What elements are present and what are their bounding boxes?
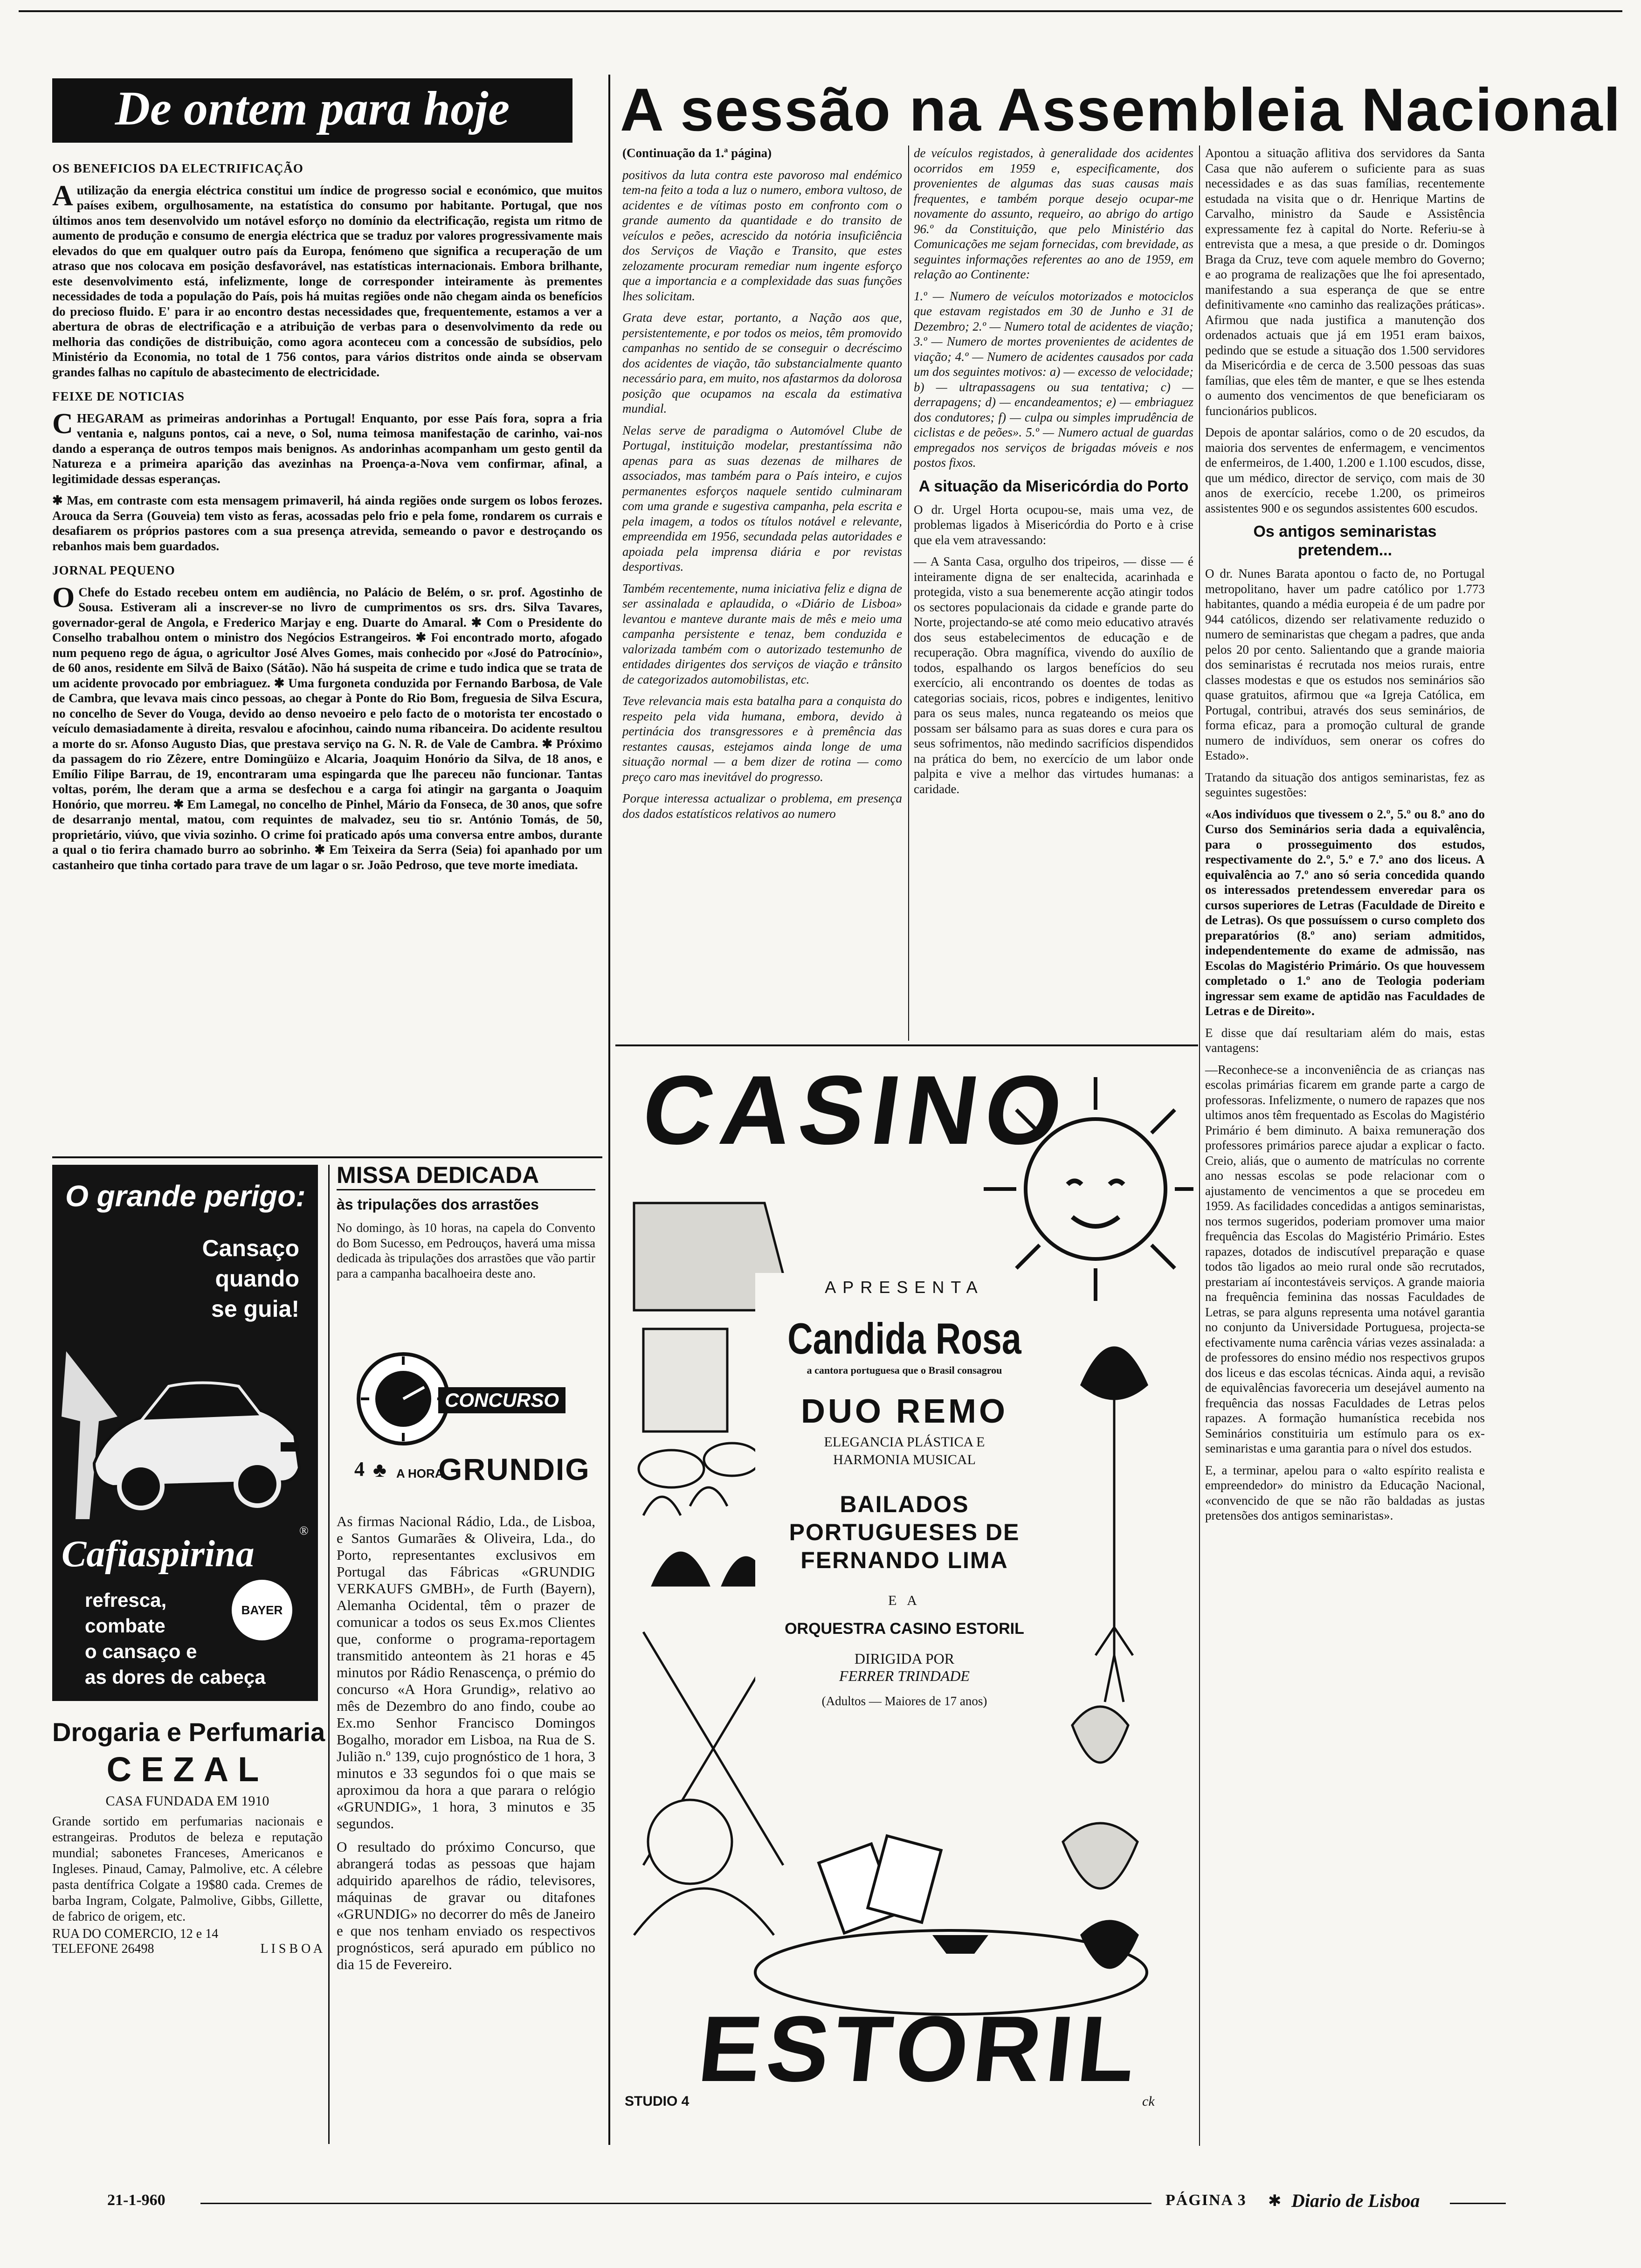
ad-line-quando: quando xyxy=(215,1265,299,1292)
assembleia-c3-p6: E disse que daí resultariam além do mais, estas vantagens: xyxy=(1205,1025,1485,1055)
grundig-article xyxy=(337,1513,595,1979)
footer-rule-left xyxy=(200,2203,1151,2204)
assembleia-c2-p2: 1.º — Numero de veículos motorizados e motociclos que estavam registados em 30 de Junho e 31 de Dezembro; 2.º — Numero total de acidentes de viação; 3.º — Numero de mortes provenientes de acidentes de viação; 4.º — Numero de acidentes causados por cada um dos seguintes motivos: a) — excesso de velocidade; b) — ultrapassagens ou sua tentativa; c) — derrapagens; d) — encandeamentos; e) — embriaguez dos condutores; f) — culpa ou simples imprudência de ciclistas e de peões». 5.º — Numero actual de guardas empregados nos serviços de brigadas móveis e nos postos fixos. xyxy=(914,289,1193,470)
maestro-name: FERRER TRINDADE xyxy=(839,1667,970,1684)
casino-title: CASINO xyxy=(635,1055,1077,1165)
playing-card-icon xyxy=(819,1836,941,1933)
headline: A sessão na Assembleia Nacional xyxy=(620,76,1621,144)
footer-star-icon: ✱ xyxy=(1268,2192,1282,2210)
article-andorinhas: CHEGARAM as primeiras andorinhas a Portugal! Enquanto, por esse País fora, sopra a fria ventania e, nalguns pontos, cai a neve, o Sol, numa teimosa manifestação de carinho, vai-nos dando a esperança de outros tempos mais benignos. As andorinhas acompanham um gesto gentil da Natureza e a primeira aparição das avezinhas na Proença-a-Nova vem confirmar, afinal, a legitimidade dessas esperanças. xyxy=(52,408,602,486)
e-a-label: E A xyxy=(888,1593,921,1608)
concurso-label: CONCURSO xyxy=(438,1387,565,1413)
missa-title: MISSA DEDICADA xyxy=(337,1162,539,1188)
ad-tag-refresca: refresca, xyxy=(85,1589,167,1611)
bayer-label: BAYER xyxy=(241,1603,283,1617)
assembleia-c3-p2: Depois de apontar salários, como o de 20 escudos, da maioria dos serventes de enfermagem, e vencimentos de enfermeiros, de 1.400, 1.200 e 1.100 escudos, disse, que um médico, director de serviço, com mais de 30 anos de exercício, recebe 1.200, os primeiros assistentes 900 e os segundos assistentes 600 escudos. xyxy=(1205,425,1485,515)
assembleia-column-1 xyxy=(622,145,902,828)
boat-icon xyxy=(932,1935,988,1954)
footer-page: PÁGINA 3 xyxy=(1165,2192,1247,2209)
assembleia-column-2 xyxy=(914,145,1193,803)
drogaria-phone: TELEFONE 26498 xyxy=(52,1942,154,1956)
drogaria-name: CEZAL xyxy=(106,1750,269,1789)
footer xyxy=(107,2192,1599,2220)
drogaria-ad xyxy=(52,1716,323,1957)
section-title-feixe: FEIXE DE NOTICIAS xyxy=(52,389,185,403)
apresenta-label: APRESENTA xyxy=(825,1278,984,1297)
star-name: Candida Rosa xyxy=(787,1314,1021,1363)
age-restriction: (Adultos — Maiores de 17 anos) xyxy=(821,1694,987,1708)
article-jornal-pequeno: OChefe do Estado recebeu ontem em audiência, no Palácio de Belém, o sr. prof. Agostinho de Sousa. Estiveram ali a inscrever-se no livro de cumprimentos os srs. drs. Silva Tavares, governador-geral de Angola, e Frederico Marjay e eng. Duarte do Amaral. ✱ Com o Presidente do Conselho trabalhou ontem o ministro dos Negócios Estrangeiros. ✱ Foi encontrado morto, afogado num pequeno rego de água, o agricultor José Alves Gomes, mais conhecido por «José do Patrocínio», de 60 anos, residente em Silvã de Baixo (Sátão). Não há suspeita de crime e tudo indica que se trata de um acidente provocado por embriaguez. ✱ Uma furgoneta conduzida por Fernando Barbosa, de Vale de Cambra, que levava mais cinco pessoas, ao chegar à Ponte do Rio Bom, freguesia de Silva Escura, no concelho de Sever do Vouga, devido ao denso nevoeiro e pelo facto de o motorista ter encostado o veículo demasiadamente à direita, resvalou e afocinhou, caindo numa ribanceira. Do acidente resultou a morte do sr. Afonso Augusto Dias, que prestava serviço na G. N. R. de Vale de Cambra. ✱ Próximo da passagem do rio Zêzere, entre Domingüizo e Alcaria, Joaquim Honório da Silva, de 18 anos, e Emílio Filipe Barrau, de 19, encontraram uma espingarda que lhe pareceu não funcionar. Tantas voltas, porém, lhe deram que a arma se desfechou e a carga foi atingir na garganta o Joaquim Honório, que morreu. ✱ Em Lamegal, no concelho de Pinhel, Mário da Fonseca, de 30 anos, que sofre de desarranjo mental, matou, com requintes de malvadez, seu tio sr. António Tomás, de 50, proprietário, viúvo, que vivia sozinho. O crime foi praticado após uma conversa entre ambos, durante a qual o tio ferira chamado burro ao sobrinho. ✱ Em Teixeira da Serra (Seia) foi apanhado por um castanheiro que tinha cortado para trave de um lagar o sr. João Pedroso, que teve morte imediata. xyxy=(52,581,602,872)
duo-subtitle: ELEGANCIA PLÁSTICA E HARMONIA MUSICAL xyxy=(824,1434,985,1467)
assembleia-c1-p5: Teve relevancia mais esta batalha para a conquista do respeito pela vida humana, embora, devido à pertinácia dos transgressores e à premência das restantes causas, estejamos ainda longe de uma situação normal — a bem dizer de rotina — como preço caro mas inevitável do progresso. xyxy=(622,694,902,784)
grundig-p1: As firmas Nacional Rádio, Lda., de Lisboa, e Santos Gumarães & Oliveira, Lda., do Porto, representantes exclusivos em Portugal das Fábricas «GRUNDIG VERKAUFS GMBH», de Furth (Bayern), Alemanha Ocidental, têm o prazer de comunicar a todos os seus Ex.mos Clientes que, conforme o programa-reportagem transmitido anteontem às 21 horas e 45 minutos por Rádio Renascença, o prémio do concurso «A Hora Grundig», relativo ao mês de Dezembro do ano findo, coube ao Ex.mo Senhor Francisco Domingos Bogalho, morador em Lisboa, na Rua de S. Julião n.º 139, cujo prognóstico de 1 hora, 3 minutos e 33 segundos foi o que mais se aproximou da hora a que parara o relógio «GRUNDIG», 1 hora, 3 minutos e 35 segundos. xyxy=(337,1513,595,1832)
dancers-illustration xyxy=(1063,1348,1147,1968)
footer-paper-name: Diario de Lisboa xyxy=(1291,2190,1420,2211)
section-banner: De ontem para hoje xyxy=(52,78,572,143)
footer-rule-right xyxy=(1450,2203,1506,2204)
main-vertical-divider xyxy=(608,75,610,2145)
ad-tag-cansaco: o cansaço e xyxy=(85,1640,197,1662)
clock-icon xyxy=(354,1350,452,1448)
casino-poster xyxy=(755,1273,1054,1714)
missa-article xyxy=(337,1161,595,1287)
shamrock-icon: ♣ xyxy=(373,1459,386,1481)
clock-number: 4 xyxy=(354,1458,365,1480)
drogaria-body: Grande sortido em perfumarias nacionais e estrangeiras. Produtos de beleza e reputação mundial; sabonetes Franceses, Americanos e Ingleses. Pinaud, Camay, Palmolive, etc. A célebre pasta dentífrica Colgate a 19$80 cada. Cremes de barba Ingram, Colgate, Palmolive, Gibbs, Gillette, de fabrico de origem, etc. xyxy=(52,1814,323,1924)
left-inner-divider xyxy=(328,1165,330,2144)
missa-subtitle: às tripulações dos arrastões xyxy=(337,1196,539,1213)
ad-tag-dores: as dores de cabeça xyxy=(85,1666,266,1688)
assembleia-c3-p1: Apontou a situação aflitiva dos servidores da Santa Casa que não auferem o suficiente para as suas necessidades e as das suas famílias, recentemente estudada na visita que o dr. Henrique Martins de Carvalho, ministro da Saude e Assistência expressamente fez à capital do Norte. Referiu-se à entrevista que a mesa, a que preside o dr. Domingos Braga da Cruz, teve com aquele membro do Governo; e ao programa de realizações que lhe foi apresentado, manifestando a sua esperança de que se entre definitivamente «no caminho das realizações práticas». Afirmou que nada justifica a manutenção dos ordenados actuais que já em 1951 eram baixos, pedindo que se estude a situação dos 1.500 servidores da Misericórdia e de cerca de 3.500 pessoas das suas famílias, que eles têm de manter, e que se lhes estenda o aumento dos vencimentos de que beneficiaram os funcionários publicos. xyxy=(1205,146,1485,418)
section-title-electrificacao: OS BENEFICIOS DA ELECTRIFICAÇÃO xyxy=(52,161,303,175)
dirigida-label: DIRIGIDA POR xyxy=(854,1650,955,1667)
duo-name: DUO REMO xyxy=(801,1393,1008,1430)
assembleia-c3-p7: —Reconhece-se a inconveniência de as crianças nas escolas primárias ficarem em grande parte a cargo de professoras. Infelizmente, o numero de rapazes que nos ultimos anos têm frequentado as Escolas do Magistério Primário é bem diminuto. A baixa remuneração dos professores primários parece ajudar a explicar o facto. Creio, aliás, que o aumento de matrículas no corrente ano nessas escolas se pode relacionar com o ajustamento de vencimentos a que se procedeu em 1959. As facilidades concedidas a antigos seminaristas, nos termos sugeridos, poderiam promover uma maior frequência das Escolas do Magistério Primário. Estes rapazes, dotados de indiscutível preparação e quase todos tão ligados ao meio rural onde são recrutados, prestariam aí incontestáveis serviços. A grande maioria na frequência feminina das nossas Faculdades de Letras, se para alguns representa uma notável garantia no conjunto da Universidade Portuguesa, projecta-se efectivamente numa carência várias vezes assinalada: a de professores do ensino médio nos respectivos grupos dos liceus e das escolas técnicas. Ainda aqui, a revisão de equivalências favoreceria um desejável aumento na frequência das nossas Faculdades de Letras pelos rapazes. A formação humanística recebida nos Seminários constituiria um estímulo para os ex-seminaristas e uma garantia para o nível dos estudos. xyxy=(1205,1062,1485,1455)
col-divider-2 xyxy=(1199,145,1200,2146)
ad-tag-combate: combate xyxy=(85,1615,165,1637)
article-lobos: ✱ Mas, em contraste com esta mensagem primaveril, há ainda regiões onde surgem os lobos ferozes. Arouca da Serra (Gouveia) tem visto as feras, acossadas pelo frio e pela fome, rondarem os currais e desafiarem os próprios pastores com a sua presença atrevida, semeando o pavor e destroçando os rebanhos mais bem guardados. xyxy=(52,493,602,553)
star-subtitle: a cantora portuguesa que o Brasil consagrou xyxy=(807,1364,1002,1376)
misericordia-subhead: A situação da Misericórdia do Porto xyxy=(918,477,1189,495)
ad-line-seguia: se guia! xyxy=(211,1296,299,1322)
orquestra: ORQUESTRA CASINO ESTORIL xyxy=(785,1620,1024,1638)
left-divider xyxy=(52,1156,602,1158)
drogaria-founded: CASA FUNDADA EM 1910 xyxy=(105,1793,269,1809)
cafiaspirina-ad xyxy=(52,1165,318,1701)
casino-estoril-ad xyxy=(615,1049,1196,2117)
top-rule xyxy=(19,10,1622,12)
assembleia-c3-p3: O dr. Nunes Barata apontou o facto de, no Portugal metropolitano, haver um padre católico por 1.773 habitantes, quando a média europeia é de um padre por 944 católicos, dizendo ser relativamente reduzido o numero de seminaristas que chegam a padres, que anda pelos 20 por cento. Salientando que a grande maioria dos seminaristas é recrutada nos meios rurais, entre classes modestas e que os estudos nos seminários são quase gratuitos, afirmou que «a Igreja Católica, em Portugal, contribui, através dos seus seminários, de forma eficaz, para a promoção cultural de grande numero de indivíduos, sem onerar os cofres do Estado». xyxy=(1205,567,1485,762)
a-hora-label: A HORA xyxy=(396,1466,444,1480)
ad-headline: O grande perigo: xyxy=(65,1179,306,1213)
assembleia-c3-p8: E, a terminar, apelou para o «alto espírito realista e empreendedor» do ministro da Educação Nacional, «convencido de que se não rão baldadas as justas pretensões dos antigos seminaristas». xyxy=(1205,1463,1485,1522)
bayer-cross-icon xyxy=(232,1580,292,1640)
assembleia-c2-p3: O dr. Urgel Horta ocupou-se, mais uma vez, de problemas ligados à Misericórdia do Porto e à crise que ela vem atravessando: xyxy=(914,502,1193,547)
artist-signature: ck xyxy=(1142,2094,1155,2109)
car-illustration-icon xyxy=(62,1342,309,1519)
missa-body: No domingo, às 10 horas, na capela do Convento do Bom Sucesso, em Pedrouços, haverá uma missa dedicada às tripulações dos arrastões que vão partir para a campanha bacalhoeira deste ano. xyxy=(337,1221,595,1280)
left-news-column xyxy=(52,161,602,879)
grundig-logo xyxy=(345,1350,597,1504)
assembleia-c1-p3: Nelas serve de paradigma o Automóvel Clube de Portugal, instituição modelar, prestantíssima não apenas para as suas dezenas de milhares de associados, mas também para o País inteiro, e cujos permanentes esforços naquele sentido culminaram com uma grande e sugestiva campanha, pela escrita e pela imagem, a todos os títulos notável e relevante, empreendida em 1956, secundada pelas autoridades e apoiada pela imprensa diária e por revistas desportivas. xyxy=(622,423,902,574)
seminaristas-subhead: Os antigos seminaristas pretendem... xyxy=(1253,523,1437,559)
assembleia-c1-p1: positivos da luta contra este pavoroso mal endémico tem-na feito a toda a luz o numero, embora vultoso, de acidentes e de vítimas posto em confronto com o grande aumento da quantidade e do transito de veículos e peões, acrescido da notória insuficiência dos Serviços de Viação e Transito, que estes zelozamente procuram remediar num ingente esforço que a importancia e a complexidade das suas funções lhes solicitam. xyxy=(622,167,902,303)
assembleia-column-3 xyxy=(1205,145,1485,1530)
ad-brand: Cafiaspirina xyxy=(62,1534,255,1575)
grundig-p2: O resultado do próximo Concurso, que abrangerá todas as pessoas que hajam adquirido aparelhos de rádio, televisores, máquinas de gravar ou ditafones «GRUNDIG» no decorrer do mês de Janeiro e que nos tenham enviado os respectivos prognósticos, será apurado em público no dia 15 de Fevereiro. xyxy=(337,1839,595,1972)
drogaria-address: RUA DO COMERCIO, 12 e 14 xyxy=(52,1927,219,1941)
article-electrificacao: Autilização da energia eléctrica constitui um índice de progresso social e económico, que muitos países exibem, orgulhosamente, na estatística do consumo por habitante. Portugal, que nos últimos anos tem desenvolvido um notável esforço no domínio da electrificação, regista um ritmo de aumento de produção e consumo de energia eléctrica que se traduz por valores progressivamente mais elevados do que em qualquer outro país da Europa, fenómeno que significa a recuperação de um atraso que nos colocava em posição desfavorável, nas estatísticas internacionais. Embora brilhante, este desenvolvimento está, infelizmente, longe de corresponder inteiramente às prementes necessidades de toda a população do País, pois há muitas regiões onde não chegam ainda os benefícios do precioso fluido. E' para ir ao encontro destas necessidades que, frequentemente, estamos a ver a abertura de obras de electrificação e a atribuição de verbas para o desenvolvimento da rede ou melhoria das condições de distribuição, como agora aconteceu com a concessão de subsídios, pelo Ministério da Economia, no total de 1 756 contos, para vários distritos onde ainda se observam grandes falhas no capítulo de abastecimento de electricidade. xyxy=(52,180,602,379)
assembleia-c2-p4: — A Santa Casa, orgulho dos tripeiros, — disse — é inteiramente digna de ser enaltecida, acarinhada e protegida, visto a sua benemerente acção atingir todos os sectores populacionais da cidade e grande parte do Norte, projectando-se até como meio educativo através dos seus estabelecimentos de educação e de recuperação. Obra magnífica, vivendo do auxílio de todos, espalhando os largos benefícios do seu exercício, ali encontrando os doentes de todas as categorias sociais, ricos, pobres e indigentes, lenitivo para os seus males, nunca regateando os meios que possam ser bálsamo para as suas dores e cura para os seus sofrimentos, não medindo sacrifícios dispendidos na prática do bem, no exercício de um labor onde palpita e vive a melhor das virtudes humanas: a caridade. xyxy=(914,554,1193,796)
continuation-note: (Continuação da 1.ª página) xyxy=(622,146,772,160)
studio-credit: STUDIO 4 xyxy=(625,2094,689,2109)
drogaria-city: L I S B O A xyxy=(260,1942,323,1956)
assembleia-c3-p4: Tratando da situação dos antigos seminaristas, fez as seguintes sugestões: xyxy=(1205,770,1485,799)
grundig-brand: GRUNDIG xyxy=(438,1452,590,1487)
section-title-jornal-pequeno: JORNAL PEQUENO xyxy=(52,563,175,577)
ad-line-cansaco: Cansaço xyxy=(202,1235,299,1261)
col-divider-1 xyxy=(908,145,909,1041)
ad-registered-mark: ® xyxy=(299,1524,309,1537)
assembleia-c3-p5: «Aos indivíduos que tivessem o 2.º, 5.º ou 8.º ano do Curso dos Seminários seria dada a equivalência, para o prosseguimento dos estudos, respectivamente do 2.º, 5.º e 7.º ano dos liceus. A equivalência ao 7.º ano só seria concedida quando os interessados pretendessem enveredar para os cursos superiores de Letras (Faculdade de Direito e de Letras). Os que possuíssem o curso completo dos preparatórios (8.º ano) seriam admitidos, independentemente do exame de admissão, nas Escolas do Magistério Primário. Os que houvessem completado o 1.º ano de Teologia poderiam ingressar sem exame de aptidão nas Faculdades de Letras e de Direito». xyxy=(1205,807,1485,1018)
missa-rule xyxy=(337,1189,595,1190)
assembleia-c2-p1: de veículos registados, à generalidade dos acidentes ocorridos em 1959 e, especificamente, dos provenientes de algumas das suas causas mais frequentes, e também porque desejo ocupar-me novamente do assunto, requeiro, ao abrigo do artigo 96.º da Constituição, que pelo Ministério das Comunicações me sejam fornecidas, com brevidade, as seguintes informações referentes ao ano de 1959, em relação ao Continente: xyxy=(914,146,1193,281)
casino-top-rule xyxy=(615,1044,1198,1046)
bailados: BAILADOS PORTUGUESES DE FERNANDO LIMA xyxy=(789,1491,1020,1573)
assembleia-c1-p6: Porque interessa actualizar o problema, em presença dos dados estatísticos relativos ao numero xyxy=(622,791,902,821)
estoril-title: ESTORIL xyxy=(694,1997,1146,2101)
drogaria-title: Drogaria e Perfumaria xyxy=(52,1717,325,1747)
footer-date: 21-1-960 xyxy=(107,2192,165,2209)
assembleia-c1-p2: Grata deve estar, portanto, a Nação aos que, persistentemente, e por todos os meios, têm promovido campanhas no sentido de se conseguir o decréscimo dos acidentes de viação, tão substancialmente quanto necessário para, em muito, nos afastarmos da dolorosa posição que ocupamos na escala da estimativa mundial. xyxy=(622,311,902,415)
assembleia-c1-p4: Também recentemente, numa iniciativa feliz e digna de ser assinalada e aplaudida, o «Diário de Lisboa» levantou e manteve durante mais de mês e meio uma campanha persistente e tenaz, bem conduzida e valorizada também com o autorizado testemunho de entidades dirigentes dos serviços de viação e trânsito de categorizados automobilistas, etc. xyxy=(622,581,902,686)
